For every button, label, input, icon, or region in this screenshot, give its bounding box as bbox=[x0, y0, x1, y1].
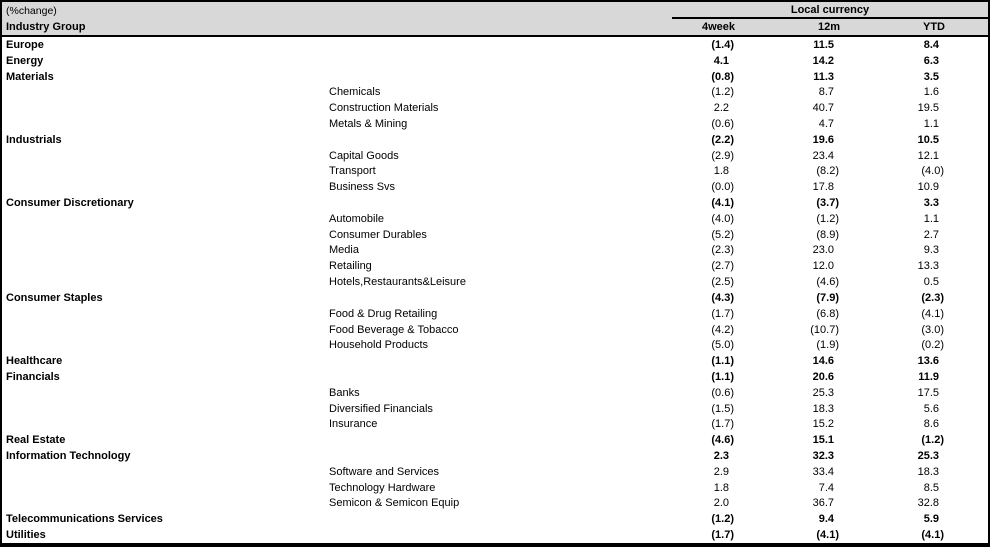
cell-value: 1.1 bbox=[923, 117, 939, 130]
row-values bbox=[672, 213, 988, 225]
column-spacer bbox=[948, 355, 988, 367]
cell-value: (8.9) bbox=[816, 228, 839, 241]
cell-value: (0.8) bbox=[711, 70, 734, 83]
column-spacer bbox=[948, 387, 988, 399]
table-row bbox=[2, 337, 988, 353]
row-label: Semicon & Semicon Equip bbox=[329, 497, 460, 510]
column-spacer bbox=[948, 403, 988, 415]
cell-value: 32.3 bbox=[812, 450, 834, 463]
cell-value: 14.6 bbox=[812, 355, 834, 368]
row-values bbox=[672, 276, 988, 288]
cell-value: (1.2) bbox=[711, 513, 734, 526]
table-row bbox=[2, 496, 988, 512]
cell-value: 36.7 bbox=[812, 497, 834, 510]
column-spacer bbox=[948, 529, 988, 541]
row-values bbox=[672, 244, 988, 256]
cell-value: 40.7 bbox=[812, 102, 834, 115]
table-row bbox=[2, 258, 988, 274]
row-values bbox=[672, 292, 988, 304]
cell-value: (5.0) bbox=[711, 339, 734, 352]
row-values bbox=[672, 55, 988, 67]
row-label: Food & Drug Retailing bbox=[329, 307, 438, 320]
row-label: Automobile bbox=[329, 212, 385, 225]
column-spacer bbox=[948, 21, 988, 33]
cell-value: 3.3 bbox=[923, 197, 939, 210]
row-values bbox=[672, 102, 988, 114]
row-label: Materials bbox=[6, 70, 54, 83]
table-row bbox=[2, 511, 988, 527]
row-values bbox=[672, 229, 988, 241]
cell-value: 8.5 bbox=[923, 481, 939, 494]
cell-value: (6.8) bbox=[816, 307, 839, 320]
cell-value: 1.8 bbox=[713, 165, 729, 178]
table-row bbox=[2, 401, 988, 417]
column-spacer bbox=[948, 450, 988, 462]
column-header: YTD bbox=[923, 21, 945, 33]
column-spacer bbox=[948, 260, 988, 272]
table-row bbox=[2, 148, 988, 164]
row-label: Construction Materials bbox=[329, 102, 439, 115]
cell-value: (2.9) bbox=[711, 149, 734, 162]
row-values bbox=[672, 150, 988, 162]
column-spacer bbox=[948, 181, 988, 193]
row-values bbox=[672, 482, 988, 494]
cell-value: 10.9 bbox=[917, 181, 939, 194]
row-label: Software and Services bbox=[329, 465, 440, 478]
column-spacer bbox=[948, 324, 988, 336]
cell-value: (4.2) bbox=[711, 323, 734, 336]
industry-group-column-header: Industry Group bbox=[6, 21, 86, 33]
cell-value: (2.2) bbox=[711, 133, 734, 146]
column-spacer bbox=[948, 339, 988, 351]
cell-value: 17.5 bbox=[917, 386, 939, 399]
row-label: Europe bbox=[6, 38, 44, 51]
cell-value: 18.3 bbox=[812, 402, 834, 415]
table-body bbox=[2, 37, 988, 543]
cell-value: 6.3 bbox=[923, 54, 939, 67]
row-values bbox=[672, 118, 988, 130]
table-row bbox=[2, 84, 988, 100]
row-label: Insurance bbox=[329, 418, 378, 431]
table-row bbox=[2, 448, 988, 464]
row-values bbox=[672, 387, 988, 399]
table-row bbox=[2, 100, 988, 116]
row-label: Telecommunications Services bbox=[6, 513, 163, 526]
cell-value: (4.1) bbox=[921, 529, 944, 542]
column-spacer bbox=[948, 466, 988, 478]
row-label: Retailing bbox=[329, 260, 372, 273]
cell-value: 1.1 bbox=[923, 212, 939, 225]
table-row bbox=[2, 322, 988, 338]
row-label: Diversified Financials bbox=[329, 402, 433, 415]
cell-value: 4.1 bbox=[713, 54, 729, 67]
cell-value: (5.2) bbox=[711, 228, 734, 241]
cell-value: 19.5 bbox=[917, 102, 939, 115]
row-label: Utilities bbox=[6, 529, 46, 542]
local-currency-group-header: Local currency bbox=[672, 2, 988, 19]
row-values bbox=[672, 181, 988, 193]
cell-value: 19.6 bbox=[812, 133, 834, 146]
cell-value: (1.1) bbox=[711, 355, 734, 368]
row-values bbox=[672, 197, 988, 209]
row-values bbox=[672, 450, 988, 462]
cell-value: 9.4 bbox=[818, 513, 834, 526]
row-label: Energy bbox=[6, 54, 44, 67]
row-label: Capital Goods bbox=[329, 149, 399, 162]
column-spacer bbox=[948, 308, 988, 320]
cell-value: (4.1) bbox=[711, 197, 734, 210]
cell-value: (2.3) bbox=[711, 244, 734, 257]
row-values bbox=[672, 466, 988, 478]
column-spacer bbox=[948, 434, 988, 446]
cell-value: 8.7 bbox=[818, 86, 834, 99]
table-row bbox=[2, 417, 988, 433]
cell-value: (1.9) bbox=[816, 339, 839, 352]
row-label: Consumer Staples bbox=[6, 291, 103, 304]
column-spacer bbox=[948, 213, 988, 225]
cell-value: 18.3 bbox=[917, 465, 939, 478]
table-row bbox=[2, 432, 988, 448]
row-values bbox=[672, 86, 988, 98]
cell-value: 5.6 bbox=[923, 402, 939, 415]
row-values bbox=[672, 371, 988, 383]
cell-value: (4.6) bbox=[711, 434, 734, 447]
cell-value: 3.5 bbox=[923, 70, 939, 83]
row-values bbox=[672, 355, 988, 367]
cell-value: 14.2 bbox=[812, 54, 834, 67]
column-header: 12m bbox=[817, 21, 840, 33]
cell-value: 13.6 bbox=[917, 355, 939, 368]
table-row bbox=[2, 464, 988, 480]
table-row bbox=[2, 227, 988, 243]
table-row bbox=[2, 164, 988, 180]
row-values bbox=[672, 71, 988, 83]
cell-value: 2.7 bbox=[923, 228, 939, 241]
cell-value: 11.3 bbox=[813, 70, 834, 83]
row-label: Financials bbox=[6, 370, 60, 383]
row-values bbox=[672, 260, 988, 272]
column-spacer bbox=[948, 276, 988, 288]
cell-value: (3.7) bbox=[816, 197, 839, 210]
cell-value: 23.0 bbox=[812, 244, 834, 257]
row-values bbox=[672, 165, 988, 177]
table-row bbox=[2, 353, 988, 369]
row-label: Food Beverage & Tobacco bbox=[329, 323, 459, 336]
cell-value: 2.0 bbox=[713, 497, 729, 510]
table-row bbox=[2, 306, 988, 322]
row-values bbox=[672, 308, 988, 320]
column-spacer bbox=[948, 513, 988, 525]
header-row-columns bbox=[2, 19, 988, 35]
cell-value: 23.4 bbox=[812, 149, 834, 162]
column-spacer bbox=[948, 118, 988, 130]
row-label: Media bbox=[329, 244, 359, 257]
cell-value: (1.4) bbox=[711, 38, 734, 51]
table-row bbox=[2, 274, 988, 290]
cell-value: 2.3 bbox=[713, 450, 729, 463]
row-label: Consumer Durables bbox=[329, 228, 427, 241]
table-row bbox=[2, 37, 988, 53]
column-spacer bbox=[948, 229, 988, 241]
cell-value: 33.4 bbox=[812, 465, 834, 478]
cell-value: (4.6) bbox=[816, 276, 839, 289]
cell-value: 8.4 bbox=[923, 38, 939, 51]
cell-value: (1.5) bbox=[711, 402, 734, 415]
cell-value: 15.1 bbox=[812, 434, 834, 447]
cell-value: (2.5) bbox=[711, 276, 734, 289]
row-values bbox=[672, 134, 988, 146]
row-values bbox=[672, 39, 988, 51]
column-spacer bbox=[948, 165, 988, 177]
column-header: 4week bbox=[701, 21, 735, 33]
column-spacer bbox=[948, 55, 988, 67]
numeric-column-headers bbox=[672, 21, 988, 33]
row-label: Transport bbox=[329, 165, 376, 178]
row-label: Household Products bbox=[329, 339, 429, 352]
column-spacer bbox=[948, 244, 988, 256]
row-label: Banks bbox=[329, 386, 360, 399]
cell-value: 7.4 bbox=[818, 481, 834, 494]
cell-value: (4.1) bbox=[921, 307, 944, 320]
column-spacer bbox=[948, 71, 988, 83]
column-spacer bbox=[948, 371, 988, 383]
table-row bbox=[2, 527, 988, 543]
row-label: Hotels,Restaurants&Leisure bbox=[329, 276, 466, 289]
cell-value: 13.3 bbox=[917, 260, 939, 273]
cell-value: 11.5 bbox=[813, 38, 834, 51]
column-spacer bbox=[948, 292, 988, 304]
table-row bbox=[2, 480, 988, 496]
column-spacer bbox=[948, 418, 988, 430]
cell-value: 25.3 bbox=[917, 450, 939, 463]
cell-value: 4.7 bbox=[818, 117, 834, 130]
cell-value: (0.0) bbox=[711, 181, 734, 194]
row-values bbox=[672, 529, 988, 541]
table-row bbox=[2, 179, 988, 195]
row-values bbox=[672, 513, 988, 525]
cell-value: (3.0) bbox=[921, 323, 944, 336]
row-label: Consumer Discretionary bbox=[6, 197, 134, 210]
column-spacer bbox=[948, 102, 988, 114]
table-row bbox=[2, 369, 988, 385]
cell-value: (4.3) bbox=[711, 291, 734, 304]
cell-value: (1.7) bbox=[711, 418, 734, 431]
cell-value: (1.7) bbox=[711, 307, 734, 320]
row-values bbox=[672, 434, 988, 446]
table-row bbox=[2, 116, 988, 132]
cell-value: (1.7) bbox=[711, 529, 734, 542]
cell-value: (0.2) bbox=[921, 339, 944, 352]
cell-value: (7.9) bbox=[816, 291, 839, 304]
cell-value: (1.1) bbox=[711, 370, 734, 383]
cell-value: (10.7) bbox=[810, 323, 839, 336]
cell-value: (4.1) bbox=[816, 529, 839, 542]
cell-value: (0.6) bbox=[711, 386, 734, 399]
cell-value: (8.2) bbox=[816, 165, 839, 178]
row-values bbox=[672, 418, 988, 430]
cell-value: (0.6) bbox=[711, 117, 734, 130]
row-label: Technology Hardware bbox=[329, 481, 436, 494]
cell-value: 1.8 bbox=[713, 481, 729, 494]
cell-value: (1.2) bbox=[816, 212, 839, 225]
cell-value: (2.7) bbox=[711, 260, 734, 273]
cell-value: (1.2) bbox=[921, 434, 944, 447]
column-spacer bbox=[948, 134, 988, 146]
cell-value: 8.6 bbox=[923, 418, 939, 431]
cell-value: 5.9 bbox=[923, 513, 939, 526]
cell-value: 0.5 bbox=[923, 276, 939, 289]
column-spacer bbox=[948, 150, 988, 162]
row-label: Chemicals bbox=[329, 86, 381, 99]
row-label: Information Technology bbox=[6, 450, 131, 463]
table-row bbox=[2, 132, 988, 148]
table-row bbox=[2, 290, 988, 306]
cell-value: 32.8 bbox=[917, 497, 939, 510]
column-spacer bbox=[948, 482, 988, 494]
cell-value: 12.1 bbox=[917, 149, 939, 162]
cell-value: (4.0) bbox=[711, 212, 734, 225]
cell-value: 2.9 bbox=[713, 465, 729, 478]
row-values bbox=[672, 324, 988, 336]
cell-value: 9.3 bbox=[923, 244, 939, 257]
column-spacer bbox=[948, 197, 988, 209]
table-row bbox=[2, 243, 988, 259]
cell-value: 1.6 bbox=[923, 86, 939, 99]
cell-value: (4.0) bbox=[921, 165, 944, 178]
cell-value: 17.8 bbox=[812, 181, 834, 194]
table-row bbox=[2, 195, 988, 211]
table-row bbox=[2, 53, 988, 69]
cell-value: (1.2) bbox=[711, 86, 734, 99]
row-values bbox=[672, 403, 988, 415]
table-row bbox=[2, 211, 988, 227]
table-row bbox=[2, 69, 988, 85]
cell-value: (2.3) bbox=[921, 291, 944, 304]
column-spacer bbox=[948, 39, 988, 51]
cell-value: 10.5 bbox=[917, 133, 939, 146]
row-label: Industrials bbox=[6, 133, 62, 146]
column-spacer bbox=[948, 497, 988, 509]
row-values bbox=[672, 497, 988, 509]
table-row bbox=[2, 385, 988, 401]
percent-change-label: (%change) bbox=[6, 4, 57, 17]
row-values bbox=[672, 339, 988, 351]
row-label: Business Svs bbox=[329, 181, 396, 194]
row-label: Metals & Mining bbox=[329, 117, 408, 130]
cell-value: 11.9 bbox=[918, 370, 939, 383]
cell-value: 15.2 bbox=[812, 418, 834, 431]
column-spacer bbox=[948, 86, 988, 98]
header-row-currency bbox=[2, 2, 988, 19]
row-label: Real Estate bbox=[6, 434, 66, 447]
table-header bbox=[2, 2, 988, 37]
cell-value: 2.2 bbox=[713, 102, 729, 115]
cell-value: 25.3 bbox=[812, 386, 834, 399]
cell-value: 20.6 bbox=[812, 370, 834, 383]
row-label: Healthcare bbox=[6, 355, 63, 368]
cell-value: 12.0 bbox=[812, 260, 834, 273]
